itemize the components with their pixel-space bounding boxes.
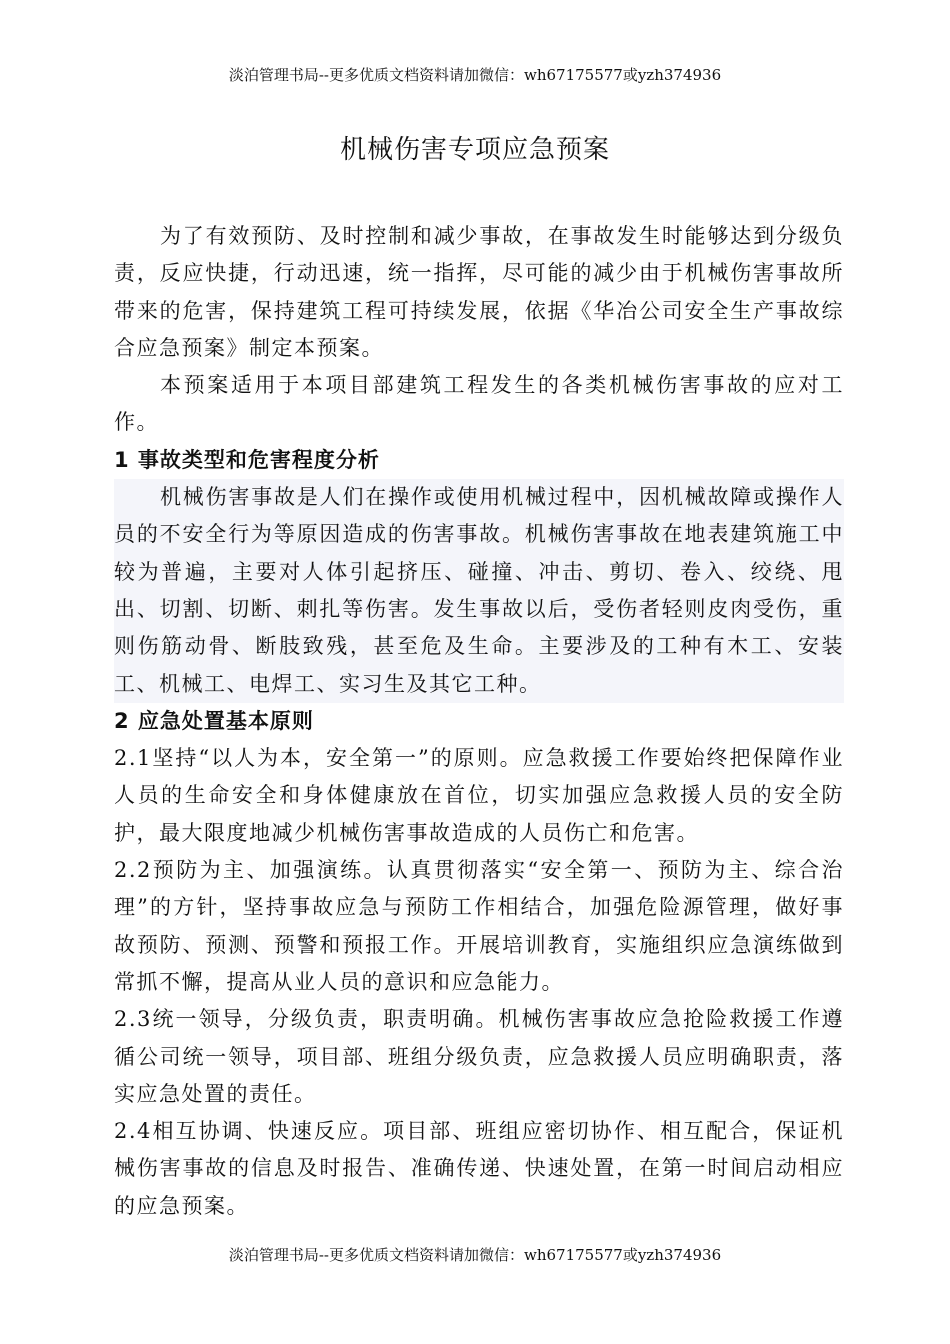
section-2-heading: 2 应急处置基本原则: [114, 708, 314, 733]
document-body: [114, 218, 844, 1225]
page-header: 淡泊管理书局--更多优质文档资料请加微信：wh67175577或yzh374936: [228, 66, 722, 84]
principle-2-1: 2.1坚持“以人为本，安全第一”的原则。应急救援工作要始终把保障作业人员的生命安全和身体健康放在首位，切实加强应急救援人员的安全防护，最大限度地减少机械伤害事故造成的人员伤亡和危害。: [114, 746, 844, 845]
intro-paragraph-2: 本预案适用于本项目部建筑工程发生的各类机械伤害事故的应对工作。: [114, 373, 844, 435]
section-1-paragraph: 机械伤害事故是人们在操作或使用机械过程中，因机械故障或操作人员的不安全行为等原因造成的伤害事故。机械伤害事故在地表建筑施工中较为普遍，主要对人体引起挤压、碰撞、冲击、剪切、卷入、绞绕、甩出、切割、切断、刺扎等伤害。发生事故以后，受伤者轻则皮肉受伤，重则伤筋动骨、断肢致残，甚至危及生命。主要涉及的工种有木工、安装工、机械工、电焊工、实习生及其它工种。: [114, 479, 844, 703]
principle-2-4: 2.4相互协调、快速反应。项目部、班组应密切协作、相互配合，保证机械伤害事故的信息及时报告、准确传递、快速处置，在第一时间启动相应的应急预案。: [114, 1119, 844, 1218]
intro-paragraph-1: 为了有效预防、及时控制和减少事故，在事故发生时能够达到分级负责，反应快捷，行动迅速，统一指挥，尽可能的减少由于机械伤害事故所带来的危害，保持建筑工程可持续发展，依据《华冶公司安全生产事故综合应急预案》制定本预案。: [114, 224, 844, 360]
section-1-heading: 1 事故类型和危害程度分析: [114, 447, 380, 472]
principle-2-3: 2.3统一领导，分级负责，职责明确。机械伤害事故应急抢险救援工作遵循公司统一领导，项目部、班组分级负责，应急救援人员应明确职责，落实应急处置的责任。: [114, 1007, 844, 1106]
principle-2-2: 2.2预防为主、加强演练。认真贯彻落实“安全第一、预防为主、综合治理”的方针，坚持事故应急与预防工作相结合，加强危险源管理，做好事故预防、预测、预警和预报工作。开展培训教育，实施组织应急演练做到常抓不懈，提高从业人员的意识和应急能力。: [114, 858, 844, 994]
page-footer: 淡泊管理书局--更多优质文档资料请加微信：wh67175577或yzh374936: [228, 1246, 722, 1264]
document-title: 机械伤害专项应急预案: [339, 135, 610, 165]
